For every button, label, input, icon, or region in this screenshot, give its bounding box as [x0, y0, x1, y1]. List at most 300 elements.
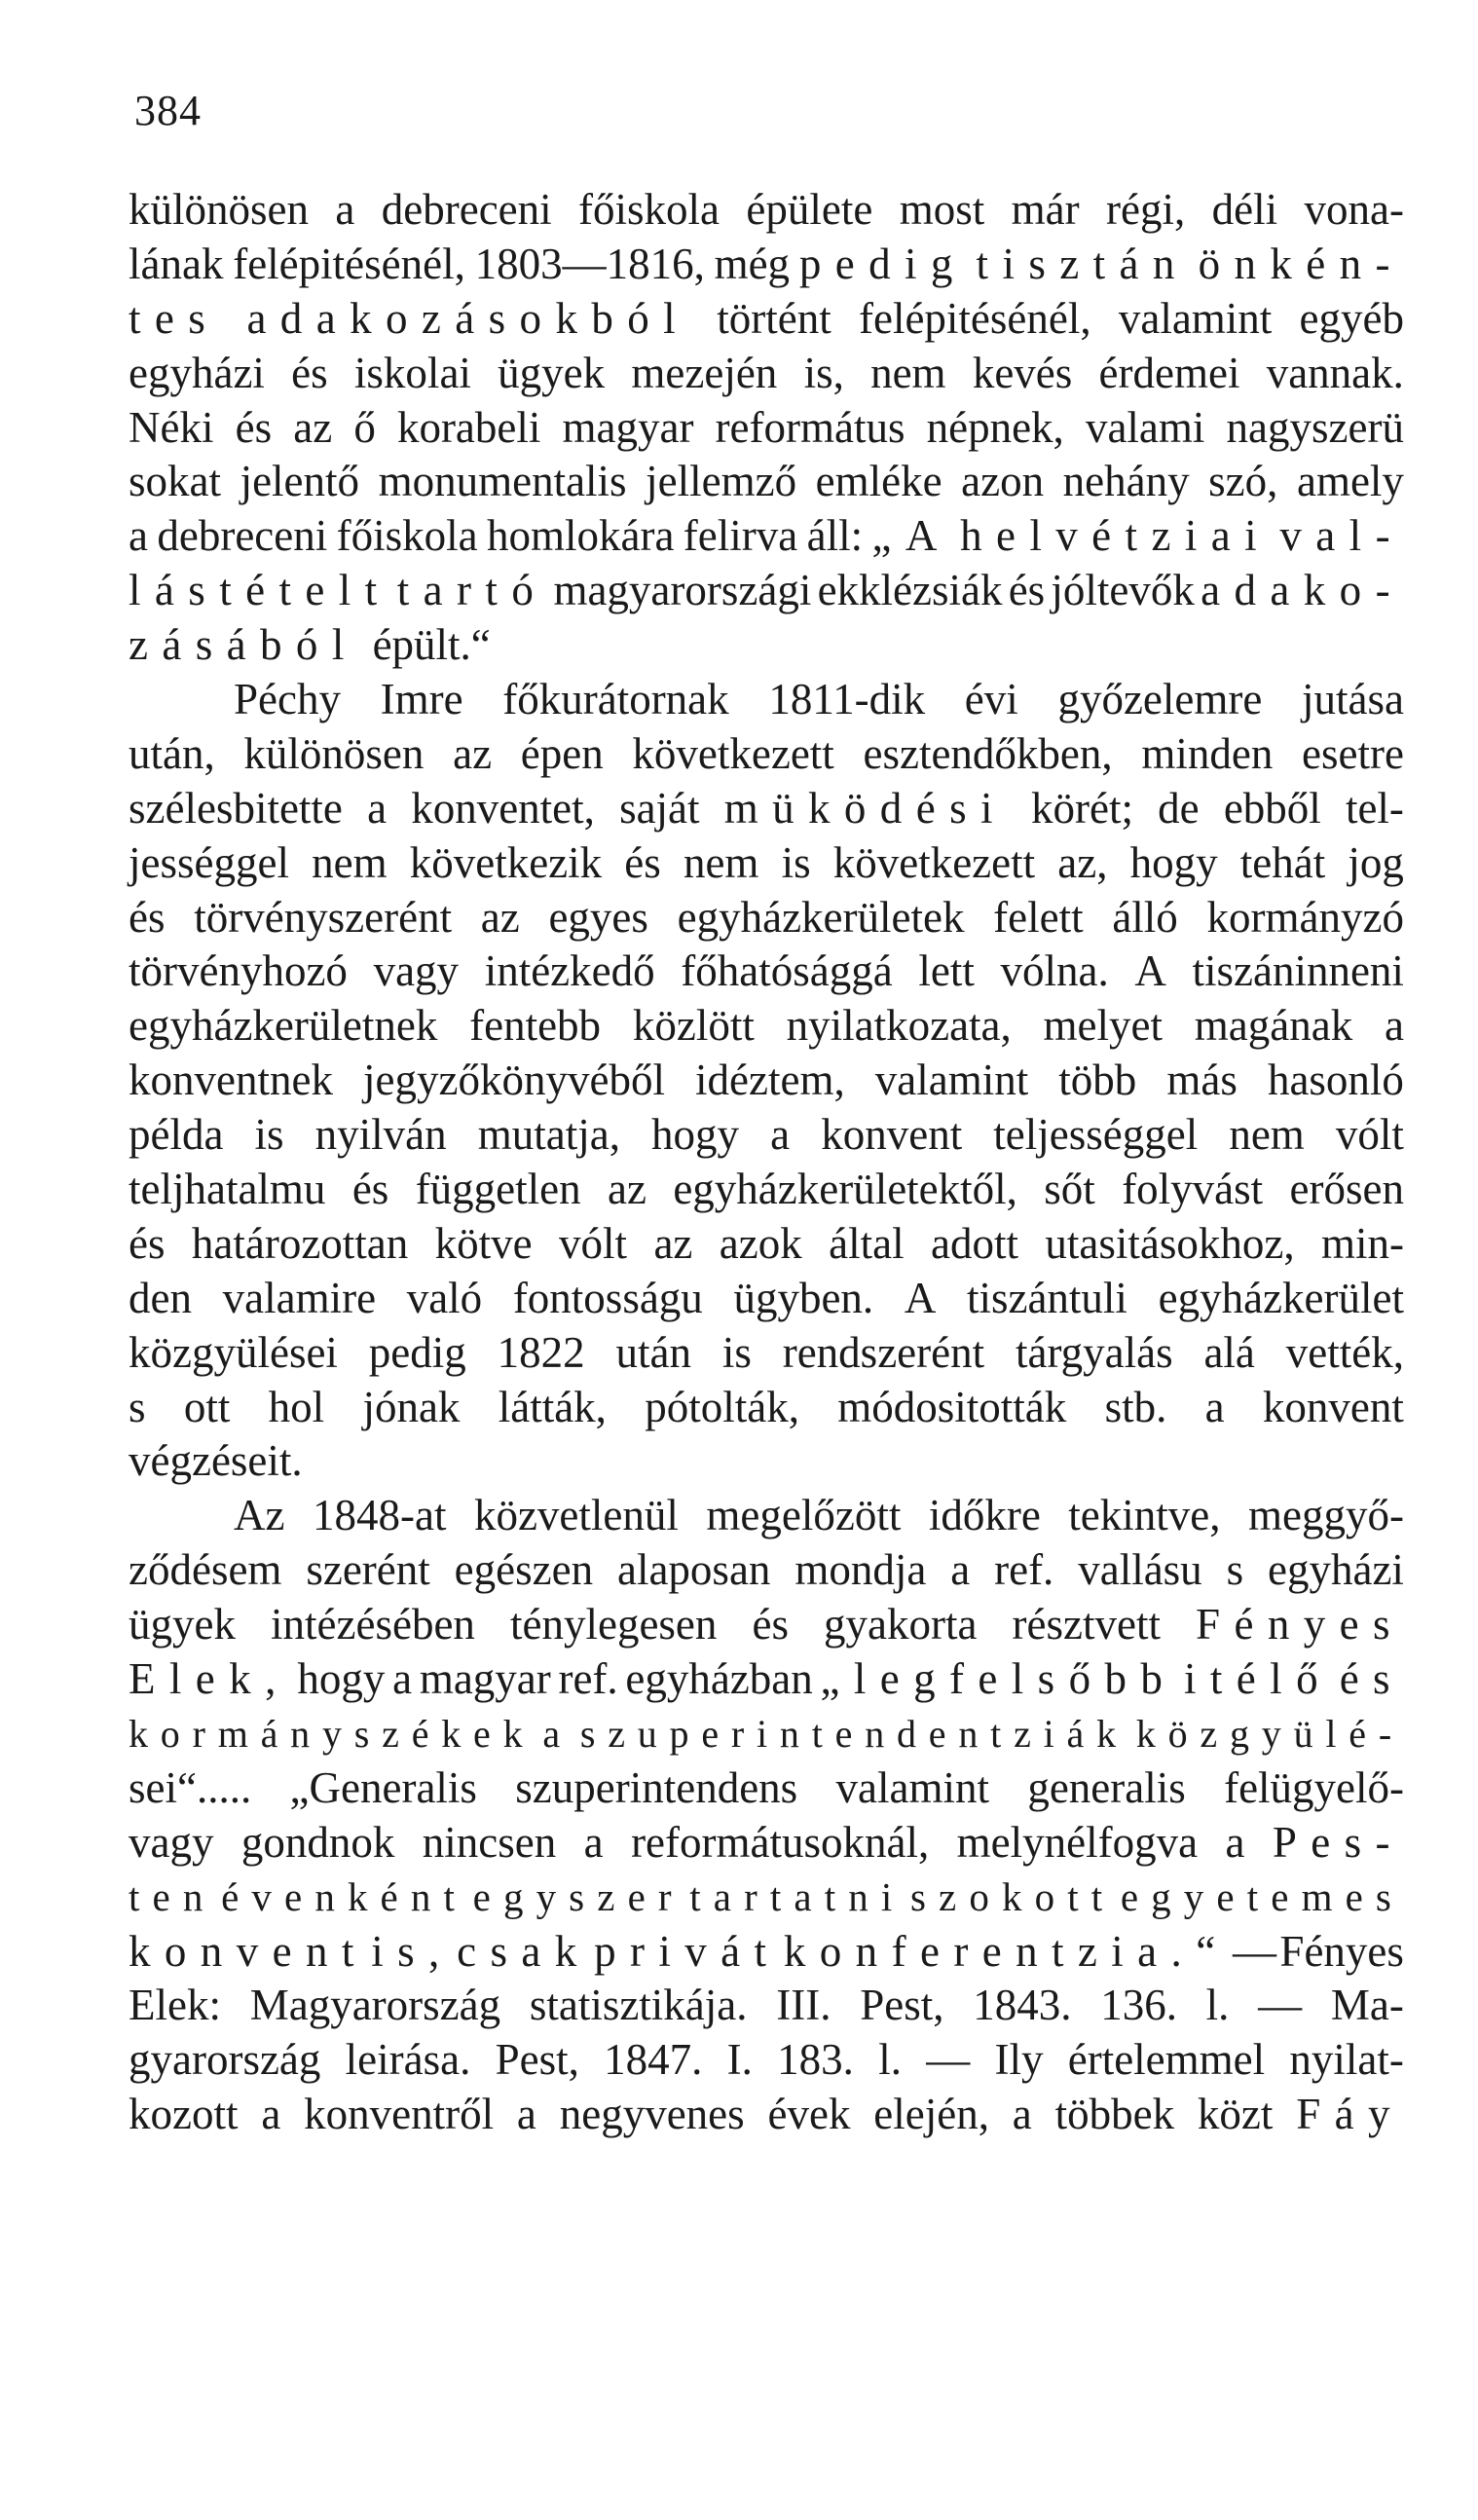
- word: a: [367, 783, 388, 833]
- word: egyházkerületnek: [129, 1001, 438, 1051]
- text-line: [129, 1272, 1404, 1326]
- word: müködési: [723, 783, 1007, 833]
- word: konferentzia.“: [783, 1926, 1230, 1976]
- word: l.: [1205, 1981, 1230, 2030]
- word: és: [624, 837, 661, 887]
- word: Ily: [994, 2035, 1044, 2085]
- word: minden: [1141, 728, 1274, 778]
- word: régi,: [1106, 185, 1186, 234]
- word: következett: [832, 837, 1036, 887]
- word: konventről: [304, 2090, 495, 2139]
- word: a: [1385, 1001, 1404, 1051]
- word: hogy: [651, 1110, 740, 1160]
- word: szuperintendentziák: [579, 1711, 1128, 1756]
- word: a: [335, 185, 355, 234]
- word: valamire: [222, 1273, 377, 1322]
- word: is: [721, 1327, 752, 1377]
- word: vona-: [1304, 185, 1404, 234]
- word: nyilatkozata,: [786, 1001, 1012, 1051]
- word: emléke: [815, 457, 942, 506]
- word: min-: [1320, 1218, 1404, 1268]
- word: után: [615, 1327, 691, 1377]
- text-line: [129, 673, 1404, 727]
- word: egyházi: [1268, 1545, 1404, 1595]
- word: szokott: [909, 1873, 1116, 1919]
- word: teljhatalmu: [129, 1165, 326, 1214]
- word: A: [1134, 946, 1166, 996]
- word: felirva: [683, 511, 798, 561]
- text-line: [129, 727, 1404, 782]
- word: —: [1233, 1926, 1276, 1976]
- word: az: [453, 728, 493, 778]
- word: Pest,: [495, 2035, 579, 2085]
- word: s: [1226, 1545, 1244, 1595]
- word: jellemző: [646, 457, 797, 506]
- word: „A: [871, 511, 951, 561]
- word: 1803—1816,: [474, 239, 705, 288]
- word: felett: [993, 892, 1084, 942]
- word: ügyek: [498, 348, 606, 397]
- word: debreceni: [157, 511, 328, 561]
- word: közgyülé-: [1135, 1711, 1404, 1756]
- word: debreceni: [381, 185, 552, 234]
- word: A: [904, 1273, 937, 1322]
- word: privát: [594, 1926, 781, 1976]
- word: sőt: [1044, 1165, 1095, 1214]
- word: még: [714, 239, 791, 288]
- word: és: [752, 1600, 789, 1649]
- word: főiskola: [336, 511, 478, 561]
- word: kozott: [129, 2090, 239, 2139]
- word: III.: [776, 1981, 831, 2030]
- word: konventnek: [129, 1056, 333, 1105]
- word: nem: [870, 348, 946, 397]
- word: felépitésénél,: [233, 239, 465, 288]
- word: folyvást: [1122, 1165, 1264, 1214]
- word: évenként: [221, 1873, 468, 1919]
- text-line: [129, 618, 1404, 673]
- word: tiszántuli: [966, 1273, 1127, 1322]
- word: tiszáninneni: [1192, 946, 1404, 996]
- text-line: [129, 1108, 1404, 1163]
- word: már: [1011, 185, 1080, 234]
- word: pedig: [798, 239, 967, 288]
- word: rendszerént: [782, 1327, 985, 1377]
- word: jegyzőkönyvéből: [363, 1056, 665, 1105]
- word: magyar: [419, 1654, 551, 1704]
- word: Magyarország: [249, 1981, 501, 2030]
- word: gondnok: [240, 1817, 395, 1867]
- word: közt: [1197, 2090, 1274, 2139]
- word: helvétziai: [960, 511, 1272, 561]
- word: 183.: [777, 2035, 854, 2085]
- word: lástételt: [129, 566, 391, 615]
- word: I.: [726, 2035, 753, 2085]
- word: hasonló: [1267, 1056, 1404, 1105]
- word: független: [415, 1165, 581, 1214]
- word: intézkedő: [484, 946, 655, 996]
- word: következik: [409, 837, 603, 887]
- word: törvényszerént: [194, 892, 453, 942]
- word: den: [129, 1273, 192, 1322]
- word: hogy: [297, 1654, 386, 1704]
- word: vagy: [373, 946, 460, 996]
- text-line: [129, 1326, 1404, 1381]
- word: utasitásokhoz,: [1045, 1218, 1295, 1268]
- word: Pest,: [860, 1981, 944, 2030]
- word: évek: [767, 2090, 851, 2139]
- word: történt: [717, 293, 831, 343]
- word: magyar: [562, 402, 694, 452]
- word: is: [781, 837, 811, 887]
- word: melyet: [1043, 1001, 1164, 1051]
- word: 1848-at: [312, 1491, 447, 1540]
- word: nyilván: [314, 1110, 447, 1160]
- word: Elek,: [129, 1654, 290, 1704]
- word: hogy: [1129, 837, 1218, 887]
- word: tartatni: [689, 1873, 905, 1919]
- word: ref.: [558, 1654, 618, 1704]
- word: egyszer: [472, 1873, 684, 1919]
- word: nagyszerü: [1226, 402, 1404, 452]
- word: református: [715, 402, 905, 452]
- word: megelőzött: [706, 1491, 902, 1540]
- text-line: [129, 1652, 1404, 1707]
- word: leirása.: [345, 2035, 471, 2085]
- word: szélesbitette: [129, 783, 343, 833]
- word: közvetlenül: [473, 1491, 679, 1540]
- word: tekintve,: [1068, 1491, 1221, 1540]
- word: a: [770, 1110, 791, 1160]
- text-line: [129, 238, 1404, 292]
- word: egyházkerületektől,: [673, 1165, 1017, 1214]
- word: fontosságu: [512, 1273, 703, 1322]
- text-line: [129, 1598, 1404, 1652]
- word: statisztikája.: [529, 1981, 748, 2030]
- text-line: [129, 1054, 1404, 1108]
- word: látták,: [498, 1382, 607, 1431]
- word: kötve: [434, 1218, 533, 1268]
- word: felügyelő-: [1224, 1762, 1404, 1812]
- word: „legfelsőbb: [820, 1654, 1177, 1704]
- word: gyarország: [129, 2035, 321, 2085]
- word: adott: [931, 1218, 1018, 1268]
- word: körét;: [1031, 783, 1134, 833]
- word: a: [950, 1545, 971, 1595]
- word: nem: [1229, 1110, 1305, 1160]
- word: konvent: [1262, 1382, 1404, 1431]
- word: ügyben.: [733, 1273, 874, 1322]
- word: stb.: [1104, 1382, 1167, 1431]
- word: most: [899, 185, 985, 234]
- word: érdemei: [1098, 348, 1240, 397]
- word: valami: [1085, 402, 1205, 452]
- text-line: [129, 891, 1404, 945]
- word: a: [583, 1817, 604, 1867]
- word: amely: [1296, 457, 1404, 506]
- word: nem: [683, 837, 759, 887]
- word: az: [653, 1218, 693, 1268]
- text-line: [129, 1816, 1404, 1871]
- word: monumentalis: [378, 457, 627, 506]
- text-line: [129, 1979, 1404, 2033]
- word: közlött: [632, 1001, 755, 1051]
- word: az: [608, 1165, 647, 1214]
- word: 1811-dik: [768, 675, 926, 724]
- word: gyakorta: [824, 1600, 978, 1649]
- word: Imre: [380, 675, 463, 724]
- word: alaposan: [616, 1545, 771, 1595]
- word: és: [1008, 566, 1046, 615]
- word: ott: [183, 1382, 231, 1431]
- text-line: [129, 836, 1404, 891]
- word: és: [235, 402, 273, 452]
- word: ekklézsiák: [817, 566, 1003, 615]
- word: teljességgel: [993, 1110, 1199, 1160]
- word: különösen: [129, 185, 309, 234]
- word: kormányzó: [1206, 892, 1404, 942]
- word: végzéseit.: [129, 1436, 303, 1486]
- word: évi: [964, 675, 1018, 724]
- text-line: [129, 782, 1404, 836]
- word: itélő: [1184, 1654, 1332, 1704]
- word: ténylegesen: [510, 1600, 718, 1649]
- word: Péchy: [234, 675, 341, 724]
- word: „Generalis: [289, 1762, 477, 1812]
- word: módositották: [837, 1382, 1067, 1431]
- word: valamint: [835, 1762, 989, 1812]
- word: esztendőkben,: [863, 728, 1113, 778]
- word: 1843.: [973, 1981, 1072, 2030]
- word: mezején: [631, 348, 778, 397]
- word: felépitésénél,: [858, 293, 1091, 343]
- word: az,: [1057, 837, 1108, 887]
- body-text: [129, 183, 1404, 2142]
- word: mutatja,: [477, 1110, 620, 1160]
- word: épen: [520, 728, 604, 778]
- word: negyvenes: [559, 2090, 745, 2139]
- word: jónak: [362, 1382, 461, 1431]
- text-line: [129, 1434, 1404, 1489]
- text-line: [129, 2088, 1404, 2142]
- text-line: [129, 1217, 1404, 1272]
- text-line: [129, 2033, 1404, 2088]
- word: melynélfogva: [956, 1817, 1199, 1867]
- word: főiskola: [578, 185, 721, 234]
- word: ten: [129, 1873, 216, 1919]
- word: fentebb: [469, 1001, 602, 1051]
- text-line: [129, 455, 1404, 509]
- word: ügyek: [129, 1600, 236, 1649]
- word: áll:: [806, 511, 864, 561]
- word: épülete: [746, 185, 873, 234]
- word: különösen: [243, 728, 425, 778]
- word: de: [1158, 783, 1200, 833]
- word: adako-: [1201, 566, 1404, 615]
- word: korabeli: [396, 402, 541, 452]
- word: az: [293, 402, 333, 452]
- word: s: [129, 1382, 146, 1431]
- text-line: [129, 1707, 1404, 1761]
- word: pedig: [368, 1327, 466, 1377]
- text-line: [129, 401, 1404, 456]
- word: vólt: [559, 1218, 628, 1268]
- word: a: [1012, 2090, 1032, 2139]
- word: jességgel: [129, 837, 289, 887]
- word: résztvett: [1012, 1600, 1161, 1649]
- word: a: [392, 1654, 413, 1704]
- word: és: [129, 892, 166, 942]
- word: egyházkerület: [1158, 1273, 1404, 1322]
- word: Fényes: [1196, 1600, 1404, 1649]
- text-line: [129, 509, 1404, 564]
- word: meggyő-: [1248, 1491, 1404, 1540]
- word: tehát: [1239, 837, 1326, 887]
- word: vólt: [1335, 1110, 1404, 1160]
- word: egészen: [454, 1545, 594, 1595]
- word: önkén-: [1198, 239, 1404, 288]
- word: Néki: [129, 402, 214, 452]
- word: elején,: [873, 2090, 989, 2139]
- word: ő: [353, 402, 376, 452]
- word: a: [1225, 1817, 1245, 1867]
- word: közgyülései: [129, 1327, 338, 1377]
- word: —: [1258, 1981, 1303, 2030]
- word: törvényhozó: [129, 946, 348, 996]
- word: reformátusoknál,: [631, 1817, 930, 1867]
- word: egyházi: [129, 348, 265, 397]
- word: tisztán: [976, 239, 1189, 288]
- word: vólna.: [1000, 946, 1109, 996]
- word: konvent: [129, 1926, 368, 1976]
- word: jóltevők: [1051, 566, 1195, 615]
- word: időkre: [928, 1491, 1041, 1540]
- word: zásából: [129, 620, 358, 670]
- word: Ma-: [1330, 1981, 1404, 2030]
- word: alá: [1203, 1327, 1255, 1377]
- word: is: [254, 1110, 284, 1160]
- word: iskolai: [353, 348, 471, 397]
- word: nem: [312, 837, 388, 887]
- text-line: [129, 1381, 1404, 1435]
- word: nyilat-: [1289, 2035, 1404, 2085]
- word: a: [1204, 1382, 1225, 1431]
- word: valamint: [1118, 293, 1273, 343]
- word: azok: [719, 1218, 802, 1268]
- word: is,: [803, 348, 844, 397]
- word: jog: [1348, 837, 1404, 887]
- word: ződésem: [129, 1545, 282, 1595]
- word: szuperintendens: [515, 1762, 798, 1812]
- word: egyetemes: [1120, 1873, 1404, 1919]
- word: esetre: [1302, 728, 1404, 778]
- word: és: [129, 1218, 166, 1268]
- word: Pes-: [1272, 1817, 1404, 1867]
- text-line: [129, 183, 1404, 238]
- word: hol: [268, 1382, 325, 1431]
- word: generalis: [1027, 1762, 1186, 1812]
- word: nehány: [1062, 457, 1190, 506]
- word: a: [261, 2090, 281, 2139]
- text-line: [129, 347, 1404, 401]
- word: népnek,: [926, 402, 1064, 452]
- page-number: 384: [134, 87, 202, 134]
- word: konventet,: [411, 783, 595, 833]
- word: Fáy: [1296, 2090, 1404, 2139]
- word: egyes: [548, 892, 648, 942]
- word: értelemmel: [1067, 2035, 1266, 2085]
- text-line: [129, 1761, 1404, 1816]
- text-line: [129, 564, 1404, 618]
- word: saját: [619, 783, 700, 833]
- word: győzelemre: [1057, 675, 1263, 724]
- word: vannak.: [1266, 348, 1404, 397]
- word: szerént: [306, 1545, 430, 1595]
- word: 1822: [497, 1327, 585, 1377]
- word: az: [480, 892, 520, 942]
- word: jelentő: [240, 457, 360, 506]
- word: főhatósággá: [681, 946, 893, 996]
- word: lett: [918, 946, 975, 996]
- word: többek: [1054, 2090, 1175, 2139]
- word: Fényes: [1279, 1926, 1404, 1976]
- word: való: [406, 1273, 483, 1322]
- word: pótolták,: [645, 1382, 799, 1431]
- word: valamint: [874, 1056, 1029, 1105]
- word: egyházkerületek: [677, 892, 965, 942]
- word: ref.: [994, 1545, 1054, 1595]
- word: l.: [878, 2035, 902, 2085]
- word: Az: [234, 1491, 285, 1540]
- word: tartó: [396, 566, 548, 615]
- word: több: [1058, 1056, 1137, 1105]
- word: tel-: [1345, 783, 1404, 833]
- word: déli: [1211, 185, 1278, 234]
- word: lának: [129, 239, 224, 288]
- word: határozottan: [191, 1218, 409, 1268]
- word: azon: [961, 457, 1045, 506]
- word: idéztem,: [695, 1056, 845, 1105]
- word: ebből: [1223, 783, 1321, 833]
- word: vagy: [129, 1817, 214, 1867]
- word: és: [1339, 1654, 1404, 1704]
- word: magyarországi: [553, 566, 812, 615]
- word: a: [516, 2090, 536, 2139]
- word: Elek:: [129, 1981, 221, 2030]
- text-line: [129, 1925, 1404, 1980]
- text-line: [129, 292, 1404, 347]
- word: nincsen: [422, 1817, 557, 1867]
- word: jutása: [1301, 675, 1404, 724]
- word: konvent: [821, 1110, 963, 1160]
- word: a: [129, 511, 148, 561]
- word: más: [1166, 1056, 1238, 1105]
- word: sei“.....: [129, 1762, 252, 1812]
- word: egyházban: [625, 1654, 813, 1704]
- word: szó,: [1208, 457, 1278, 506]
- word: épült.“: [372, 620, 491, 670]
- text-line: [129, 1163, 1404, 1217]
- word: főkurátornak: [502, 675, 729, 724]
- word: csak: [457, 1926, 591, 1976]
- word: tes: [129, 293, 220, 343]
- word: is,: [371, 1926, 454, 1976]
- word: magának: [1194, 1001, 1353, 1051]
- word: álló: [1112, 892, 1178, 942]
- text-line: [129, 1489, 1404, 1543]
- word: val-: [1279, 511, 1404, 561]
- word: egyéb: [1299, 293, 1404, 343]
